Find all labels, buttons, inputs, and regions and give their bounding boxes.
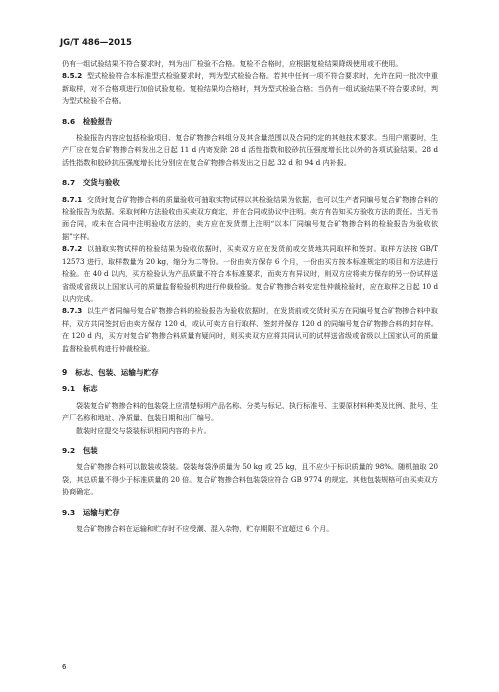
clause-text: 型式检验符合本标准型式检验要求时，判为型式检验合格。若其中任何一项不符合要求时，允许在同一批次中重新取样，对不合格项进行加倍试验复检。复检结果均合格时，判为型式检验合格；当仍有一组试验结果不符合要求时，判为型式检验不合格。 — [62, 71, 439, 106]
clause-8-7-3 — [62, 305, 438, 355]
section-number: 9.2 — [62, 445, 76, 455]
section-title: 检验报告 — [82, 116, 113, 126]
clause-text: 以生产者同编号复合矿物掺合料的检验报告为验收依据时，在发货前或交货时买方在同编号复合矿物掺合料中取样，双方共同签封后由卖方保存 120 d，或认可卖方自行取样、签封并保存 120 d 的同编号复合矿物掺合料的封存样。在 120 d 内，买方对复合矿物掺合料质量有疑问时，则买卖双方应将共同认可的试样送省级或省级以上国家认可的质量监督检验机构进行仲裁检验。 — [62, 306, 439, 353]
section-number: 8.6 — [62, 116, 76, 126]
clause-text: 交货时复合矿物掺合料的质量验收可抽取实物试样以其检验结果为依据，也可以生产者同编号复合矿物掺合料的检验报告为依据。采取何种方法验收由买卖双方商定，并在合同或协议中注明。卖方有告知买方验收方法的责任。当无书面合同，或未在合同中注明验收方法的，卖方应在发货票上注明“以本厂同编号复合矿物掺合料的检验报告为验收依据”字样。 — [62, 194, 439, 241]
clause-number: 8.7.1 — [62, 194, 83, 204]
paragraph-marking-bulk: 散装时应提交与袋装标识相同内容的卡片。 — [76, 425, 211, 435]
clause-8-7-2 — [62, 243, 438, 305]
clause-number: 8.7.3 — [62, 306, 83, 316]
paragraph-transport-storage: 复合矿物掺合料在运输和贮存时不应受潮、混入杂物，贮存期限不宜超过 6 个月。 — [76, 524, 334, 533]
section-title: 标志、包装、运输与贮存 — [75, 367, 159, 377]
clause-number: 8.5.2 — [62, 71, 83, 81]
paragraph-marking-bagged: 袋装复合矿物掺合料的包装袋上应清楚标明产品名称、分类与标记、执行标准号、主要原材料种类及比例、批号、生产厂名称和地址、净质量、包装日期和出厂编号。 — [62, 400, 438, 423]
paragraph-packaging: 复合矿物掺合料可以散装或袋装。袋装每袋净质量为 50 kg 或 25 kg，且不应少于标识质量的 98%。随机抽取 20 袋，其总质量不得少于标准质量的 20 倍。复合矿物掺合料包装袋应符合 GB 9774 的规定。其他包装规格可由买卖双方协商确定。 — [62, 462, 438, 497]
section-8-7-heading — [62, 177, 438, 189]
section-title: 包装 — [82, 445, 98, 455]
clause-text: 以抽取实物试样的检验结果为验收依据时，买卖双方应在发货前或交货地共同取样和签封。取样方法按 GB/T 12573 进行，取样数量为 20 kg，缩分为二等份。一份由卖方保存 6 个月，一份由买方按本标准规定的项目和方法进行检验。在 40 d 以内，买方检验认为产品质量不符合本标准要求，而卖方有异议时，则双方应将卖方保存的另一份试样送省级或省级以上国家认可的质量监督检验机构进行仲裁检验。复合矿物掺合料安定性仲裁检验时，应在取样之日起 10 d 以内完成。 — [62, 244, 438, 303]
section-9-2-heading — [62, 445, 438, 457]
paragraph-inspection-report: 检验报告内容应包括检验项目、复合矿物掺合料组分及其含量范围以及合同约定的其他技术要求。当用户需要时，生产厂应在复合矿物掺合料发出之日起 11 d 内寄发除 28 d 活性指数和胶砂抗压强度增长比以外的各项试验结果。28 d 活性指数和胶砂抗压强度增长比分别应在复合矿物掺合料发出之日起 32 d 和 94 d 内补报。 — [62, 133, 438, 167]
section-number: 9 — [62, 367, 68, 377]
section-number: 9.1 — [62, 384, 76, 394]
clause-8-5-2 — [62, 70, 438, 107]
section-9-3-heading — [62, 507, 438, 519]
page-number: 6 — [62, 663, 67, 671]
section-title: 交货与验收 — [82, 178, 120, 188]
paragraph-8-5-1-continued: 仍有一组试验结果不符合要求时，判为出厂检验不合格。复检不合格时，应根据复检结果降级使用或不使用。 — [62, 59, 403, 68]
section-9-1-heading — [62, 383, 438, 395]
standard-code-header: JG/T 486—2015 — [60, 38, 132, 48]
section-8-6-heading — [62, 116, 438, 128]
section-9-heading — [62, 367, 438, 379]
section-title: 运输与贮存 — [82, 507, 120, 517]
document-body — [62, 58, 438, 535]
section-number: 9.3 — [62, 507, 76, 517]
section-number: 8.7 — [62, 178, 76, 188]
clause-8-7-1 — [62, 194, 438, 244]
clause-number: 8.7.2 — [62, 244, 83, 254]
section-title: 标志 — [82, 384, 98, 394]
